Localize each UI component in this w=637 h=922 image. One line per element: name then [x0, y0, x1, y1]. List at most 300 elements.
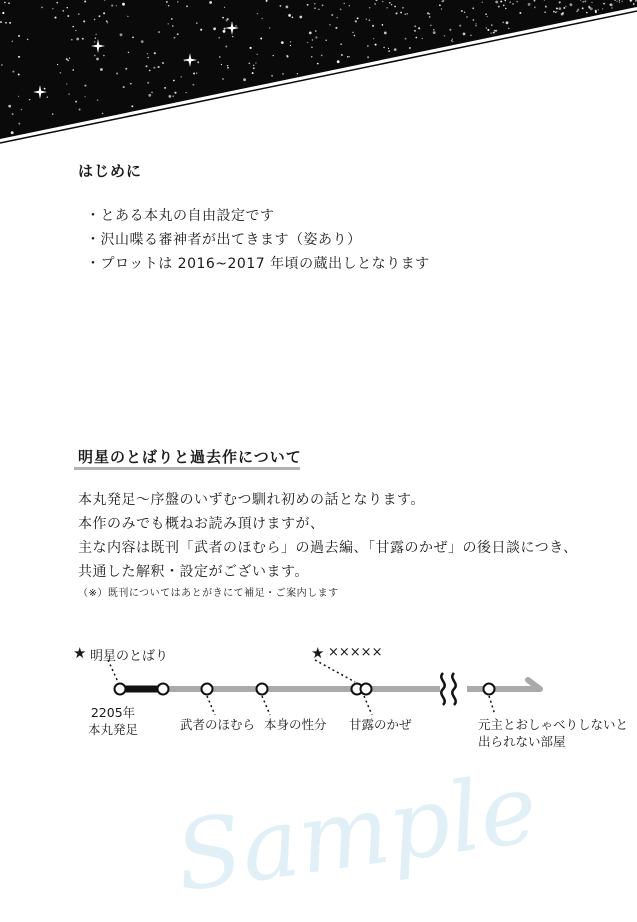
star-dot [464, 11, 466, 13]
star-dot [391, 4, 392, 5]
star-dot [218, 37, 220, 39]
star-dot [461, 10, 463, 12]
star-dot [500, 0, 502, 2]
star-dot [505, 8, 506, 9]
star-dot [485, 13, 487, 15]
timeline-leader [315, 660, 355, 682]
star-dot [196, 22, 198, 24]
star-dot [181, 76, 182, 77]
timeline-label-last-line2: 出られない部屋 [478, 734, 566, 749]
timeline-label-musha: 武者のほむら [180, 717, 256, 732]
star-dot [173, 80, 175, 82]
about-heading-underline [74, 467, 300, 470]
star-dot [451, 40, 453, 42]
star-dot [52, 113, 53, 114]
star-dot [280, 5, 282, 7]
star-dot [433, 31, 436, 34]
star-dot [177, 33, 179, 35]
star-dot [18, 35, 20, 37]
star-dot [577, 9, 579, 11]
star-dot [373, 38, 374, 39]
star-dot [622, 1, 623, 2]
star-dot [286, 6, 289, 9]
star-dot [597, 9, 598, 10]
star-dot [78, 13, 80, 15]
star-dot [257, 13, 258, 14]
star-dot [545, 6, 547, 8]
timeline-leader [207, 696, 215, 715]
star-dot [227, 65, 228, 66]
timeline-label-start [88, 704, 138, 738]
star-dot [131, 105, 133, 107]
star-dot [582, 1, 584, 3]
about-heading: 明星のとばりと過去作について [78, 448, 302, 466]
star-dot [394, 6, 396, 8]
star-dot [292, 16, 294, 18]
star-dot [62, 10, 64, 12]
star-dot [69, 58, 70, 59]
star-dot [400, 12, 402, 14]
star-dot [75, 30, 76, 31]
timeline-break-mark [452, 673, 455, 705]
timeline-leader [489, 696, 495, 715]
star-dot [433, 29, 435, 31]
star-dot [95, 37, 96, 38]
star-dot [127, 16, 128, 17]
star-dot [281, 41, 284, 44]
star-dot [213, 27, 216, 30]
star-dot [85, 96, 86, 97]
star-dot [52, 8, 54, 10]
star-dot [299, 16, 302, 19]
star-dot [311, 56, 313, 58]
star-dot [311, 46, 313, 48]
star-dot [407, 13, 408, 14]
star-dot [94, 55, 96, 57]
timeline-node [257, 684, 268, 695]
star-dot [5, 22, 7, 24]
star-dot [286, 55, 287, 56]
star-dot [261, 18, 262, 19]
star-dot [452, 38, 453, 39]
star-dot [232, 36, 233, 37]
star-dot [355, 20, 357, 22]
star-dot [340, 9, 342, 11]
star-dot [374, 3, 375, 4]
star-dot [528, 3, 531, 6]
star-dot [226, 20, 228, 22]
star-dot [128, 52, 130, 54]
star-dot [325, 39, 327, 41]
star-dot [558, 7, 561, 10]
star-dot [60, 72, 62, 74]
star-dot [253, 65, 254, 66]
star-dot [503, 5, 505, 7]
star-dot [375, 44, 377, 46]
star-dot [166, 1, 168, 3]
star-dot [29, 99, 30, 100]
star-dot [0, 21, 2, 23]
star-icon: ★ [311, 644, 325, 662]
star-dot [148, 57, 149, 58]
star-dot [21, 109, 22, 110]
star-dot [372, 25, 374, 27]
star-dot [498, 6, 500, 8]
star-dot [582, 7, 584, 9]
star-dot [256, 54, 257, 55]
star-dot [486, 27, 487, 28]
star-dot [282, 73, 284, 75]
star-dot [147, 82, 149, 84]
star-dot [67, 60, 68, 61]
star-dot [309, 32, 312, 35]
star-dot [555, 12, 556, 13]
star-dot [494, 32, 495, 33]
star-dot [619, 0, 620, 1]
timeline-top-label-title: 明星のとばり [90, 649, 169, 664]
star-dot [9, 22, 11, 24]
star-dot [508, 28, 510, 30]
star-dot [18, 123, 20, 125]
star-dot [158, 31, 160, 33]
star-dot [68, 93, 69, 94]
star-dot [94, 41, 95, 42]
star-dot [352, 32, 354, 34]
star-dot [153, 67, 155, 69]
star-dot [449, 29, 451, 31]
star-dot [44, 88, 46, 90]
star-dot [173, 96, 174, 97]
star-dot [98, 15, 100, 17]
star-dot [556, 11, 557, 12]
timeline-node [158, 684, 169, 695]
star-dot [491, 24, 492, 25]
star-dot [389, 2, 391, 4]
star-dot [317, 63, 319, 65]
star-dot [602, 8, 603, 9]
star-dot [495, 1, 498, 4]
star-dot [145, 65, 147, 67]
star-dot [41, 7, 43, 9]
star-dot [609, 4, 611, 6]
star-dot [341, 54, 343, 56]
star-dot [177, 1, 178, 2]
star-dot [441, 8, 442, 9]
star-dot [4, 2, 6, 4]
star-dot [331, 14, 333, 16]
star-dot [340, 43, 342, 45]
star-dot [344, 3, 345, 4]
star-dot [227, 67, 229, 69]
star-dot [516, 1, 517, 2]
star-dot [415, 37, 417, 39]
star-dot [475, 23, 476, 24]
star-dot [414, 30, 416, 32]
star-dot [221, 64, 222, 65]
star-dot [243, 78, 246, 81]
star-dot [405, 38, 407, 40]
star-dot [482, 2, 483, 3]
star-dot [459, 25, 461, 27]
intro-bullet: ・プロットは 2016~2017 年頃の蔵出しとなります [86, 256, 430, 272]
star-dot [197, 61, 199, 63]
star-dot [354, 35, 356, 37]
intro-heading: はじめに [78, 162, 143, 180]
star-dot [312, 39, 313, 40]
star-dot [106, 20, 108, 22]
timeline-top-label-redacted: ××××× [328, 645, 383, 660]
star-dot [107, 22, 109, 24]
timeline-label-last-line1: 元主とおしゃべりしないと [478, 717, 629, 732]
star-dot [18, 96, 19, 97]
star-dot [71, 39, 73, 41]
star-dot [452, 41, 453, 42]
star-dot [616, 1, 617, 2]
star-dot [222, 17, 224, 19]
star-dot [100, 68, 103, 71]
star-dot [315, 30, 317, 32]
intro-bullet: ・沢山喋る審神者が出てきます（姿あり） [86, 232, 362, 248]
star-dot [288, 14, 291, 17]
star-dot [329, 24, 330, 25]
star-dot [290, 41, 291, 42]
timeline-label-start-year: 2205年 [90, 705, 136, 720]
star-dot [382, 24, 384, 26]
star-dot [250, 47, 252, 49]
star-dot [318, 9, 319, 10]
star-dot [366, 19, 367, 20]
star-dot [576, 10, 578, 12]
star-dot [147, 53, 148, 54]
star-dot [75, 101, 77, 103]
star-dot [315, 36, 317, 38]
star-dot [172, 25, 174, 27]
timeline-leader [262, 696, 270, 715]
star-dot [502, 22, 504, 24]
star-dot [11, 131, 14, 134]
star-dot [402, 7, 404, 9]
star-dot [603, 3, 605, 5]
star-dot [79, 109, 81, 111]
timeline-label-honmi: 本身の性分 [264, 717, 327, 732]
star-dot [57, 64, 58, 65]
star-dot [154, 52, 156, 54]
about-paragraph-line: 本作のみでも概ねお読み頂けますが、 [78, 516, 325, 532]
star-dot [171, 18, 173, 20]
star-dot [383, 47, 385, 49]
star-dot [84, 0, 86, 2]
star-dot [429, 13, 431, 15]
star-dot [562, 12, 564, 14]
star-dot [586, 12, 588, 14]
star-dot [367, 45, 368, 46]
starry-sky-banner [0, 0, 637, 145]
star-dot [102, 113, 104, 115]
star-dot [595, 12, 596, 13]
star-dot [439, 4, 441, 6]
star-dot [47, 96, 48, 97]
star-dot [72, 26, 73, 27]
star-dot [444, 35, 446, 37]
star-dot [335, 27, 337, 29]
star-dot [475, 25, 476, 26]
star-dot [96, 34, 97, 35]
star-dot [386, 7, 388, 9]
star-dot [111, 5, 113, 7]
star-dot [1, 64, 3, 66]
star-dot [66, 58, 68, 60]
star-dot [553, 11, 555, 13]
star-dot [185, 92, 186, 93]
star-dot [544, 12, 545, 13]
star-dot [472, 7, 474, 9]
star-dot [349, 5, 351, 7]
star-dot [164, 87, 166, 89]
star-dot [219, 56, 221, 58]
star-dot [409, 47, 411, 49]
star-dot [273, 55, 274, 56]
star-dot [12, 113, 14, 115]
about-paragraph-line: 主な内容は既刊「武者のほむら」の過去編、「甘露のかぜ」の後日談につき、 [78, 540, 578, 556]
star-dot [404, 13, 406, 15]
star-dot [66, 83, 67, 84]
timeline-label-last [478, 716, 628, 750]
star-dot [151, 92, 152, 93]
star-dot [196, 72, 197, 73]
timeline-label-start-event: 本丸発足 [88, 722, 139, 737]
star-dot [103, 12, 105, 14]
star-dot [67, 15, 69, 17]
star-dot [116, 5, 117, 6]
intro-bullet: ・とある本丸の自由設定です [86, 208, 275, 224]
timeline-node [115, 684, 126, 695]
star-dot [394, 48, 397, 51]
star-dot [82, 38, 84, 40]
timeline-leader [364, 696, 372, 715]
star-dot [357, 17, 359, 19]
star-dot [103, 55, 105, 57]
star-dot [487, 16, 488, 17]
star-dot [463, 33, 466, 36]
star-dot [414, 25, 416, 27]
star-dot [149, 70, 151, 72]
about-paragraph-line: 共通した解釈・設定がございます。 [78, 564, 309, 580]
star-dot [174, 37, 176, 39]
star-dot [252, 72, 254, 74]
star-dot [584, 0, 586, 2]
timeline-node [361, 684, 372, 695]
star-dot [12, 71, 14, 73]
star-dot [83, 20, 85, 22]
star-dot [223, 30, 225, 32]
star-dot [84, 85, 86, 87]
timeline-node [202, 684, 213, 695]
star-dot [490, 32, 491, 33]
star-dot [382, 1, 383, 2]
star-dot [76, 38, 79, 41]
star-dot [534, 7, 536, 9]
star-dot [442, 0, 444, 2]
star-dot [18, 56, 20, 58]
star-dot [224, 7, 225, 8]
star-dot [125, 68, 127, 70]
star-dot [591, 2, 592, 3]
star-dot [122, 3, 125, 6]
star-dot [66, 7, 67, 8]
star-dot [130, 83, 132, 85]
star-dot [192, 84, 194, 86]
star-dot [158, 66, 160, 68]
star-dot [509, 1, 510, 2]
star-dot [54, 17, 56, 19]
star-dot [388, 50, 390, 52]
star-dot [132, 37, 134, 39]
star-dot [369, 19, 371, 21]
about-note: （※）既刊についてはあとがきにて補足・ご案内します [78, 588, 339, 599]
star-dot [559, 1, 561, 3]
star-dot [565, 6, 566, 7]
star-dot [72, 69, 74, 71]
star-dot [18, 74, 20, 76]
star-dot [260, 38, 262, 40]
star-dot [248, 62, 250, 64]
star-dot [349, 56, 351, 58]
star-dot [487, 29, 489, 31]
star-dot [174, 92, 176, 94]
star-dot [512, 3, 514, 5]
star-dot [120, 33, 123, 36]
star-dot [297, 73, 298, 74]
star-dot [2, 12, 4, 14]
star-dot [168, 5, 169, 6]
star-dot [168, 23, 169, 24]
star-dot [422, 38, 423, 39]
star-dot [209, 1, 212, 4]
star-dot [123, 86, 125, 88]
star-dot [519, 12, 521, 14]
timeline-node [484, 684, 495, 695]
star-dot [200, 29, 202, 31]
star-dot [336, 17, 337, 18]
star-dot [506, 21, 509, 24]
star-dot [563, 7, 565, 9]
star-dot [97, 99, 99, 101]
star-dot [27, 39, 29, 41]
star-dot [94, 19, 96, 21]
star-dot [8, 105, 11, 108]
star-dot [611, 7, 612, 8]
star-dot [570, 3, 573, 6]
star-dot [141, 40, 144, 43]
star-dot [556, 7, 558, 9]
star-dot [384, 32, 387, 35]
star-dot [418, 27, 420, 29]
star-dot [321, 55, 323, 57]
star-dot [290, 45, 291, 46]
star-dot [235, 25, 237, 27]
star-dot [193, 72, 195, 74]
timeline-label-kanro: 甘露のかぜ [349, 717, 412, 732]
star-dot [588, 6, 590, 8]
star-dot [255, 62, 256, 63]
star-dot [96, 58, 99, 61]
star-dot [169, 95, 172, 98]
star-dot [307, 4, 309, 6]
star-dot [8, 2, 10, 4]
star-dot [619, 2, 620, 3]
star-dot [396, 13, 397, 14]
star-dot [322, 5, 324, 7]
